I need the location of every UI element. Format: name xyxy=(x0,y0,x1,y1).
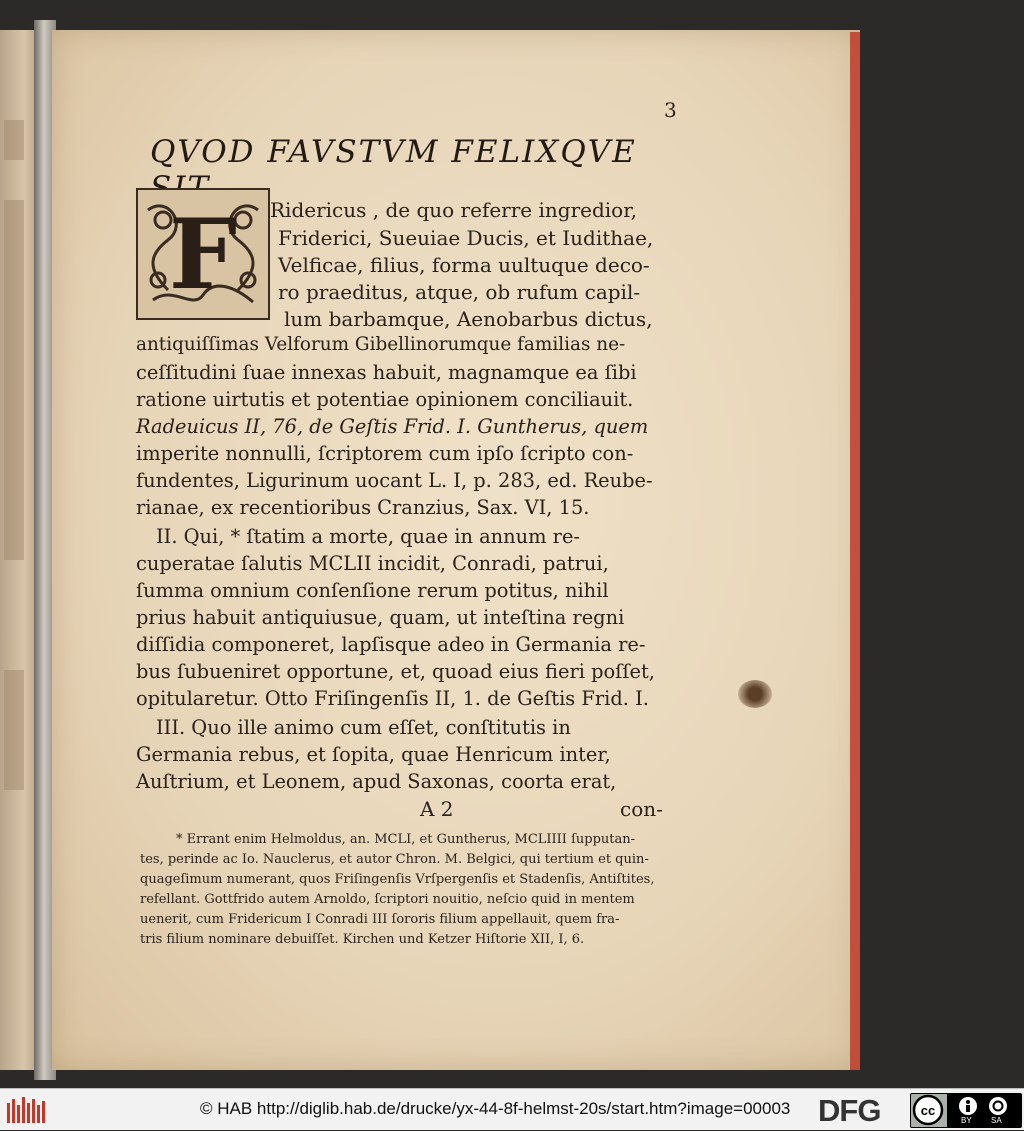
page-red-edge xyxy=(850,32,860,1070)
text-line: fundentes, Ligurinum uocant L. I, p. 283, ed. Reube- xyxy=(136,469,653,492)
text-line: ſumma omnium conſenſione rerum potitus, nihil xyxy=(136,579,609,602)
license-by-label: BY xyxy=(961,1116,972,1125)
copyright-url[interactable]: © HAB http://diglib.hab.de/drucke/yx-44-8f-helmst-20s/start.htm?image=00003 xyxy=(200,1099,791,1118)
text-line: Ridericus , de quo referre ingredior, xyxy=(270,198,637,222)
text-line: Friderici, Sueuiae Ducis, et Iudithae, xyxy=(278,226,654,250)
text-line: lum barbamque, Aenobarbus dictus, xyxy=(284,307,653,331)
text-line: ceſſitudini ſuae innexas habuit, magnamque ea ſibi xyxy=(136,361,637,384)
initial-letter: F xyxy=(168,197,238,311)
footnote-line: tris filium nominare debuiſſet. Kirchen und Ketzer Hiſtorie XII, I, 6. xyxy=(140,932,585,947)
previous-page-text-fragment xyxy=(4,670,24,790)
svg-text:cc: cc xyxy=(920,1103,936,1118)
text-line: Auſtrium, et Leonem, apud Saxonas, coorta erat, xyxy=(136,770,617,793)
text-line: cuperatae ſalutis MCLII incidit, Conradi, patrui, xyxy=(136,552,609,575)
footnote-line: quageſimum numerant, quos Friſingenſis Vrſpergenſis et Stadenſis, Antiſtites, xyxy=(140,872,655,887)
signature-mark: A 2 xyxy=(420,797,454,821)
footnote-line: uenerit, cum Fridericum I Conradi III ſororis filium appellauit, quem fra- xyxy=(140,912,620,927)
text-line: ratione uirtutis et potentiae opinionem conciliauit. xyxy=(136,388,634,411)
text-line: III. Quo ille animo cum eſſet, conſtitutis in xyxy=(156,716,571,739)
footnote-line: tes, perinde ac Io. Nauclerus, et autor Chron. M. Belgici, qui tertium et quin- xyxy=(140,852,649,867)
catchword: con- xyxy=(620,797,663,821)
decorated-initial xyxy=(136,188,270,320)
text-line: diſſidia componeret, lapſisque adeo in Germania re- xyxy=(136,633,646,656)
text-line: ro praeditus, atque, ob rufum capil- xyxy=(278,280,641,304)
text-line: Germania rebus, et ſopita, quae Henricum inter, xyxy=(136,743,611,766)
text-line: II. Qui, * ſtatim a morte, quae in annum re- xyxy=(156,525,580,548)
license-sa-label: SA xyxy=(991,1116,1002,1125)
previous-page-text-fragment xyxy=(4,120,24,160)
cc-by-sa-badge[interactable] xyxy=(910,1093,1022,1128)
footnote-line: refellant. Gottfrido autem Arnoldo, ſcriptori nouitio, neſcio quid in mentem xyxy=(140,892,635,907)
text-line: rianae, ex recentioribus Cranzius, Sax. VI, 15. xyxy=(136,496,590,519)
text-line: antiquiſſimas Velforum Gibellinorumque familias ne- xyxy=(136,334,626,355)
text-line: Velficae, filius, forma uultuque deco- xyxy=(278,253,650,277)
footer-bar xyxy=(0,1088,1024,1130)
text-line: imperite nonnulli, ſcriptorem cum ipſo ſcripto con- xyxy=(136,442,634,465)
ink-stain xyxy=(738,680,772,708)
text-line: prius habuit antiquiusue, quam, ut inteſtina regni xyxy=(136,606,625,629)
previous-page-text-fragment xyxy=(4,200,24,360)
text-line: opitularetur. Otto Friſingenſis II, 1. de Geſtis Frid. I. xyxy=(136,687,649,710)
page-number: 3 xyxy=(664,98,677,122)
page-heading: QVOD FAVSTVM FELIXQVE xyxy=(150,134,637,170)
text-line: bus ſubueniret opportune, et, quoad eius fieri poſſet, xyxy=(136,660,655,683)
hab-logo-icon xyxy=(6,1095,48,1125)
footnote-line: * Errant enim Helmoldus, an. MCLI, et Guntherus, MCLIIII ſupputan- xyxy=(176,832,636,847)
previous-page-text-fragment xyxy=(4,360,24,560)
dfg-logo: DFG xyxy=(818,1093,881,1128)
text-line: Radeuicus II, 76, de Geſtis Frid. I. Guntherus, quem xyxy=(136,415,649,438)
